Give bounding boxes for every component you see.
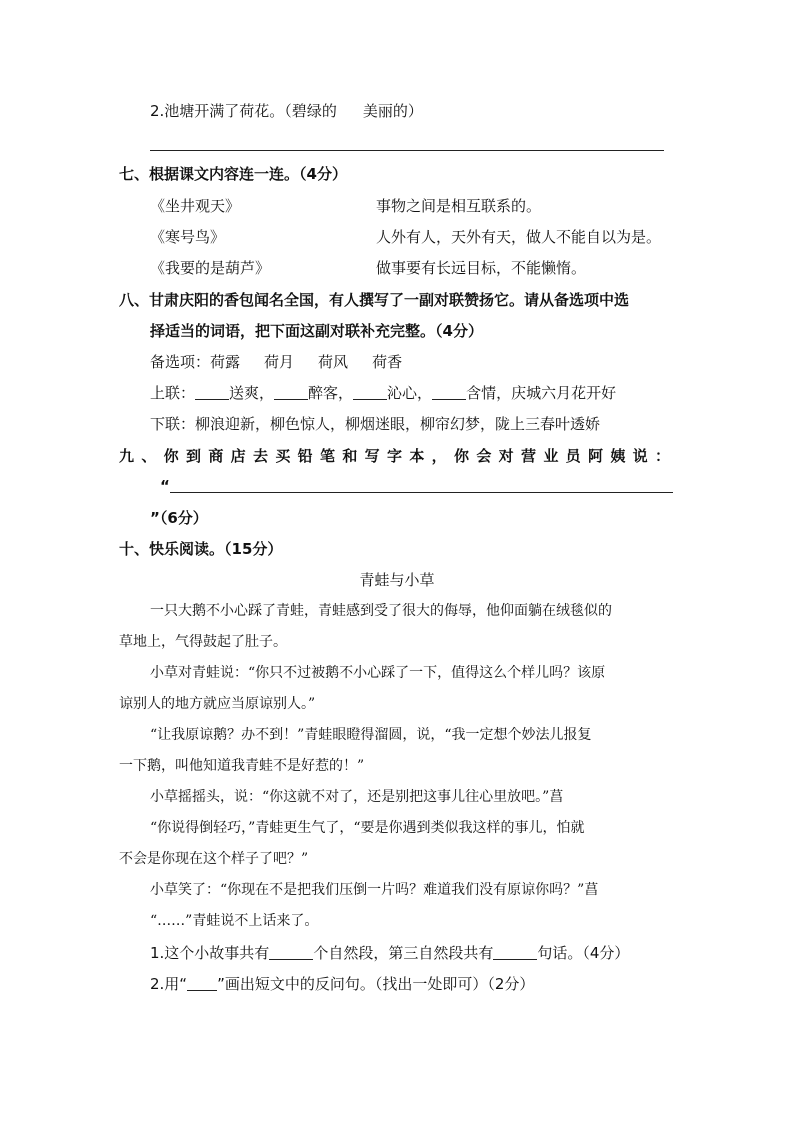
s6-item2 — [150, 101, 423, 121]
match-right-1[interactable]: 事物之间是相互联系的。 — [376, 197, 542, 215]
upper-blank-4[interactable] — [432, 385, 466, 400]
upper-label: 上联： — [150, 384, 196, 402]
para-5-line-1: “你说得倒轻巧，”青蛙更生气了，“要是你遇到类似我这样的事儿，怕就 — [150, 820, 585, 836]
section-7-title: 七、根据课文内容连一连。（4分） — [119, 165, 347, 183]
upper-blank-1[interactable] — [195, 385, 229, 400]
option-1: 荷露 — [210, 353, 241, 371]
section-8-title-line1: 八、甘肃庆阳的香包闻名全国，有人撰写了一副对联赞扬它。请从备选项中选 — [119, 291, 630, 309]
q2-underline-sample — [187, 976, 217, 991]
para-2-line-1: 小草对青蛙说：“你只不过被鹅不小心踩了一下，值得这么个样儿吗？该原 — [150, 665, 606, 681]
para-3-line-2: 一下鹅，叫他知道我青蛙不是好惹的！” — [119, 758, 365, 774]
para-6-line-1: 小草笑了：“你现在不是把我们压倒一片吗？难道我们没有原谅你吗？”菖 — [150, 882, 599, 898]
section-9-close: ”（6分） — [150, 509, 208, 527]
para-3-line-1: “让我原谅鹅？办不到！”青蛙眼瞪得溜圆，说，“我一定想个妙法儿报复 — [150, 727, 592, 743]
story-title: 青蛙与小草 — [359, 571, 435, 589]
q1-text-b: 个自然段，第三自然段共有 — [313, 944, 494, 962]
s6-item2-text: 2.池塘开满了荷花。（碧绿的 — [150, 102, 337, 120]
lower-couplet: 下联：柳浪迎新，柳色惊人，柳烟迷眼，柳帘幻梦，陇上三春叶透娇 — [150, 415, 601, 433]
question-2 — [150, 974, 534, 994]
match-left-1[interactable]: 《坐井观天》 — [150, 197, 241, 215]
upper-part-3: 沁心， — [387, 384, 433, 402]
para-5-line-2: 不会是你现在这个样子了吧？” — [119, 851, 309, 867]
section-8-title-line2: 择适当的词语，把下面这副对联补充完整。（4分） — [150, 322, 483, 340]
answer-line[interactable] — [150, 150, 664, 151]
q2-text-b: ”画出短文中的反问句。（找出一处即可）（2分） — [217, 975, 535, 993]
match-right-2[interactable]: 人外有人，天外有天，做人不能自以为是。 — [376, 228, 662, 246]
match-right-3[interactable]: 做事要有长远目标，不能懒惰。 — [376, 259, 587, 277]
answer-line[interactable] — [170, 492, 673, 493]
option-2: 荷月 — [264, 353, 295, 371]
upper-part-1: 送爽， — [229, 384, 275, 402]
q1-blank-2[interactable] — [493, 945, 537, 960]
q1-text-a: 1.这个小故事共有 — [150, 944, 270, 962]
q2-text-a: 2.用“ — [150, 975, 188, 993]
open-quote: “ — [160, 477, 170, 495]
upper-part-4: 含情，庆城六月花开好 — [466, 384, 617, 402]
question-1 — [150, 943, 629, 963]
para-7-line-1: “……”青蛙说不上话来了。 — [150, 913, 319, 929]
option-4: 荷香 — [372, 353, 403, 371]
match-left-2[interactable]: 《寒号鸟》 — [150, 228, 226, 246]
option-3: 荷风 — [318, 353, 349, 371]
para-1-line-2: 草地上，气得鼓起了肚子。 — [119, 634, 287, 650]
match-left-3[interactable]: 《我要的是葫芦》 — [150, 259, 271, 277]
options-label: 备选项： — [150, 353, 211, 371]
upper-blank-3[interactable] — [353, 385, 387, 400]
section-10-title: 十、快乐阅读。（15分） — [119, 540, 283, 558]
q1-blank-1[interactable] — [269, 945, 313, 960]
para-2-line-2: 谅别人的地方就应当原谅别人。” — [119, 696, 316, 712]
para-4-line-1: 小草摇摇头，说：“你这就不对了，还是别把这事儿往心里放吧。”菖 — [150, 789, 564, 805]
para-1-line-1: 一只大鹅不小心踩了青蛙，青蛙感到受了很大的侮辱，他仰面躺在绒毯似的 — [150, 603, 612, 619]
options-row — [150, 352, 402, 372]
section-9-title: 九、你到商店去买铅笔和写字本，你会对营业员阿姨说： — [119, 447, 671, 465]
upper-couplet — [150, 383, 616, 403]
s6-item2-opt2: 美丽的） — [362, 102, 423, 120]
upper-blank-2[interactable] — [274, 385, 308, 400]
q1-text-c: 句话。（4分） — [537, 944, 630, 962]
upper-part-2: 醉客， — [308, 384, 354, 402]
